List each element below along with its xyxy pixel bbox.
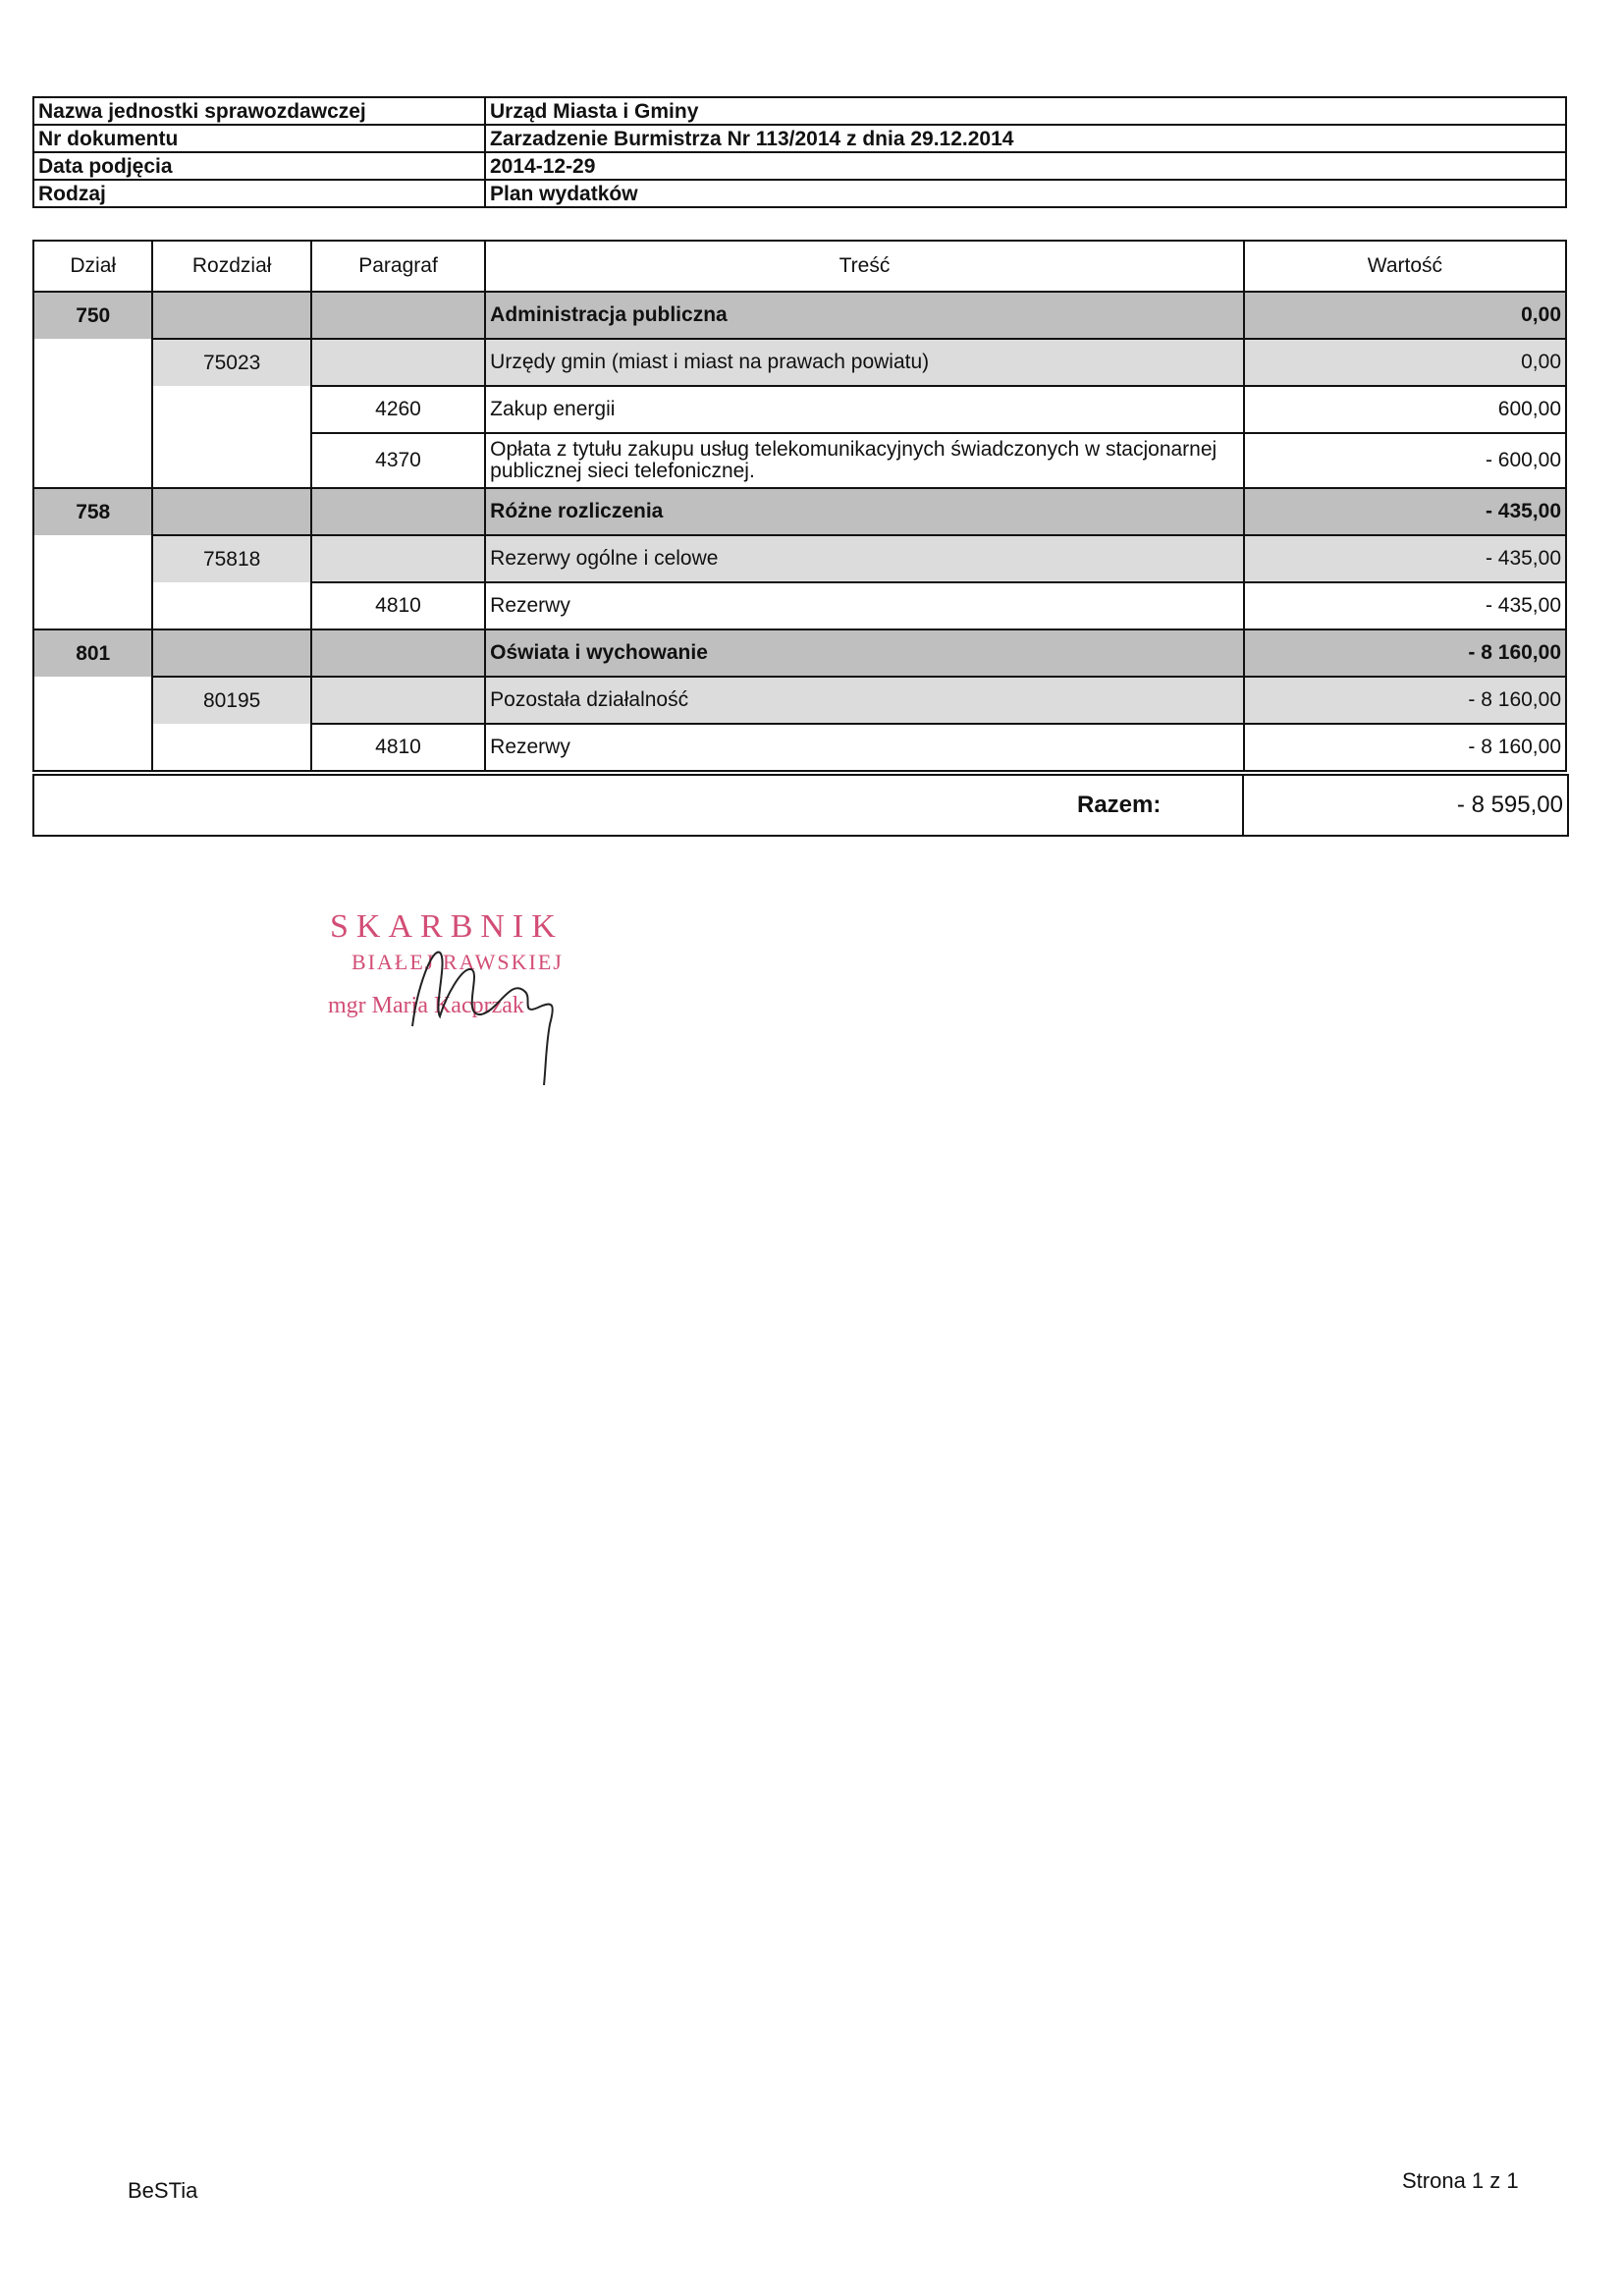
cell-tresc: Różne rozliczenia	[485, 488, 1244, 535]
cell-dzial	[33, 433, 152, 488]
table-row	[33, 677, 1566, 724]
cell-wartosc: - 8 160,00	[1244, 724, 1566, 771]
table-row	[33, 629, 1566, 677]
info-value: Urząd Miasta i Gminy	[485, 97, 1566, 125]
column-header-paragraf: Paragraf	[311, 241, 485, 292]
signature-scribble	[324, 908, 599, 1085]
cell-wartosc: 0,00	[1244, 339, 1566, 386]
info-row	[33, 180, 1566, 207]
cell-dzial	[33, 677, 152, 724]
cell-rozdzial	[152, 488, 310, 535]
table-row	[33, 433, 1566, 488]
cell-tresc: Zakup energii	[485, 386, 1244, 433]
cell-paragraf	[311, 535, 485, 582]
info-value: Zarzadzenie Burmistrza Nr 113/2014 z dnia 29.12.2014	[485, 125, 1566, 152]
cell-dzial	[33, 535, 152, 582]
total-divider	[1242, 776, 1244, 835]
column-header-rozdzial: Rozdział	[152, 241, 310, 292]
cell-dzial: 758	[33, 488, 152, 535]
column-header-wartosc: Wartość	[1244, 241, 1566, 292]
cell-paragraf: 4810	[311, 582, 485, 629]
cell-wartosc: - 435,00	[1244, 488, 1566, 535]
cell-rozdzial	[152, 582, 310, 629]
treasurer-stamp	[324, 908, 599, 1085]
cell-rozdzial	[152, 724, 310, 771]
cell-dzial	[33, 386, 152, 433]
cell-paragraf: 4370	[311, 433, 485, 488]
cell-wartosc: - 600,00	[1244, 433, 1566, 488]
table-row	[33, 488, 1566, 535]
table-header-row	[33, 241, 1566, 292]
table-row	[33, 535, 1566, 582]
cell-dzial	[33, 339, 152, 386]
info-label: Data podjęcia	[33, 152, 485, 180]
total-label: Razem:	[1077, 792, 1162, 818]
cell-tresc: Urzędy gmin (miast i miast na prawach powiatu)	[485, 339, 1244, 386]
cell-paragraf	[311, 677, 485, 724]
total-box	[32, 774, 1569, 837]
cell-rozdzial	[152, 386, 310, 433]
cell-rozdzial	[152, 433, 310, 488]
cell-wartosc: 600,00	[1244, 386, 1566, 433]
info-value: 2014-12-29	[485, 152, 1566, 180]
footer-page-number: Strona 1 z 1	[1402, 2168, 1519, 2193]
stamp-line-city: BIAŁEJ RAWSKIEJ	[352, 950, 564, 974]
cell-tresc: Oświata i wychowanie	[485, 629, 1244, 677]
info-row	[33, 125, 1566, 152]
cell-rozdzial: 75023	[152, 339, 310, 386]
cell-dzial: 801	[33, 629, 152, 677]
cell-dzial	[33, 582, 152, 629]
cell-tresc: Rezerwy	[485, 582, 1244, 629]
info-row	[33, 152, 1566, 180]
table-row	[33, 724, 1566, 771]
info-label: Nr dokumentu	[33, 125, 485, 152]
footer-software: BeSTia	[128, 2178, 198, 2203]
cell-wartosc: - 435,00	[1244, 582, 1566, 629]
cell-wartosc: - 8 160,00	[1244, 629, 1566, 677]
cell-wartosc: 0,00	[1244, 292, 1566, 339]
table-row	[33, 386, 1566, 433]
table-row	[33, 339, 1566, 386]
cell-rozdzial	[152, 292, 310, 339]
cell-paragraf: 4260	[311, 386, 485, 433]
table-row	[33, 582, 1566, 629]
total-value: - 8 595,00	[1456, 792, 1563, 818]
info-label: Nazwa jednostki sprawozdawczej	[33, 97, 485, 125]
cell-rozdzial: 75818	[152, 535, 310, 582]
column-header-dzial: Dział	[33, 241, 152, 292]
column-header-tresc: Treść	[485, 241, 1244, 292]
cell-dzial	[33, 724, 152, 771]
cell-wartosc: - 435,00	[1244, 535, 1566, 582]
expenditure-table	[32, 240, 1567, 772]
cell-tresc: Rezerwy ogólne i celowe	[485, 535, 1244, 582]
stamp-line-title: SKARBNIK	[330, 908, 564, 945]
cell-tresc: Opłata z tytułu zakupu usług telekomunikacyjnych świadczonych w stacjonarnej publicznej sieci telefonicznej.	[485, 433, 1244, 488]
cell-paragraf	[311, 629, 485, 677]
cell-tresc: Administracja publiczna	[485, 292, 1244, 339]
cell-tresc: Rezerwy	[485, 724, 1244, 771]
cell-paragraf	[311, 488, 485, 535]
cell-rozdzial	[152, 629, 310, 677]
cell-paragraf	[311, 292, 485, 339]
table-row	[33, 292, 1566, 339]
info-label: Rodzaj	[33, 180, 485, 207]
info-row	[33, 97, 1566, 125]
cell-dzial: 750	[33, 292, 152, 339]
info-value: Plan wydatków	[485, 180, 1566, 207]
cell-paragraf: 4810	[311, 724, 485, 771]
cell-wartosc: - 8 160,00	[1244, 677, 1566, 724]
stamp-line-name: mgr Maria Kacprzak	[328, 993, 524, 1018]
cell-tresc: Pozostała działalność	[485, 677, 1244, 724]
cell-rozdzial: 80195	[152, 677, 310, 724]
document-info-table	[32, 96, 1567, 208]
cell-paragraf	[311, 339, 485, 386]
